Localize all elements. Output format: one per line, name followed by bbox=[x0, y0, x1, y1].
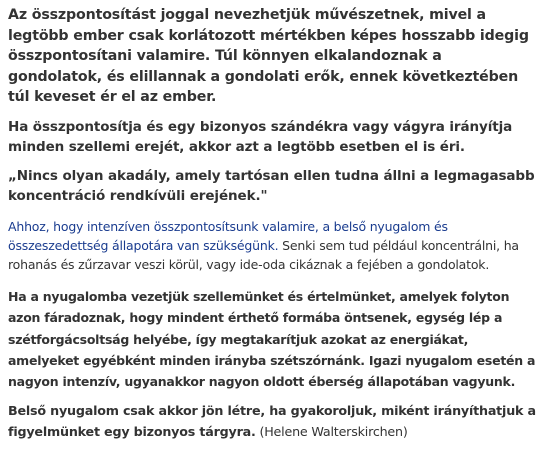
focus-paragraph: Ha összpontosítja és egy bizonyos szándékra vagy vágyra irányítja minden szellemi erejét, akkor azt a legtöbb esetben el is éri. bbox=[8, 118, 513, 155]
calmness-paragraph: Ha a nyugalomba vezetjük szellemünket és értelmünket, amelyek folyton azon fáradoznak, hogy mindent érthető formába öntsenek, egység lép a szétforgácsoltság helyébe, így megtakarítjuk azokat az energiákat, amelyeket egyébként minden irányba szétszórnánk. Igazi nyugalom esetén a nagyon intenzív, ugyanakkor nagyon oldott éberség állapotában vagyunk. bbox=[8, 288, 536, 390]
quote-paragraph: „Nincs olyan akadály, amely tartósan ellen tudna állni a legmagasabb koncentráció rendkívüli erejének." bbox=[8, 167, 535, 204]
calm-paragraph-rest: Senki sem tud például koncentrálni, ha rohanás és zűrzavar veszi körül, vagy ide-oda cikáznak a fejében a gondolatok. bbox=[8, 237, 519, 272]
closing-sentence: Belső nyugalom csak akkor jön létre, ha gyakoroljuk, miként irányíthatjuk a figyelmünket egy bizonyos tárgyra. bbox=[8, 403, 536, 440]
highlighted-sentence: Ahhoz, hogy intenzíven összpontosítsunk valamire, a belső nyugalom és összeszedettség állapotára van szükségünk. bbox=[8, 218, 448, 253]
calm-paragraph bbox=[8, 217, 537, 274]
intro-paragraph: Az összpontosítást joggal nevezhetjük művészetnek, mivel a legtöbb ember csak korlátozott mértékben képes hosszabb idegig összpontosítani valamire. Túl könnyen elkalandoznak a gondolatok, és elillannak a gondolati erők, ennek következtében túl keveset ér el az ember. bbox=[8, 7, 529, 106]
author-credit: (Helene Walterskirchen) bbox=[255, 424, 408, 440]
closing-paragraph bbox=[8, 400, 537, 442]
